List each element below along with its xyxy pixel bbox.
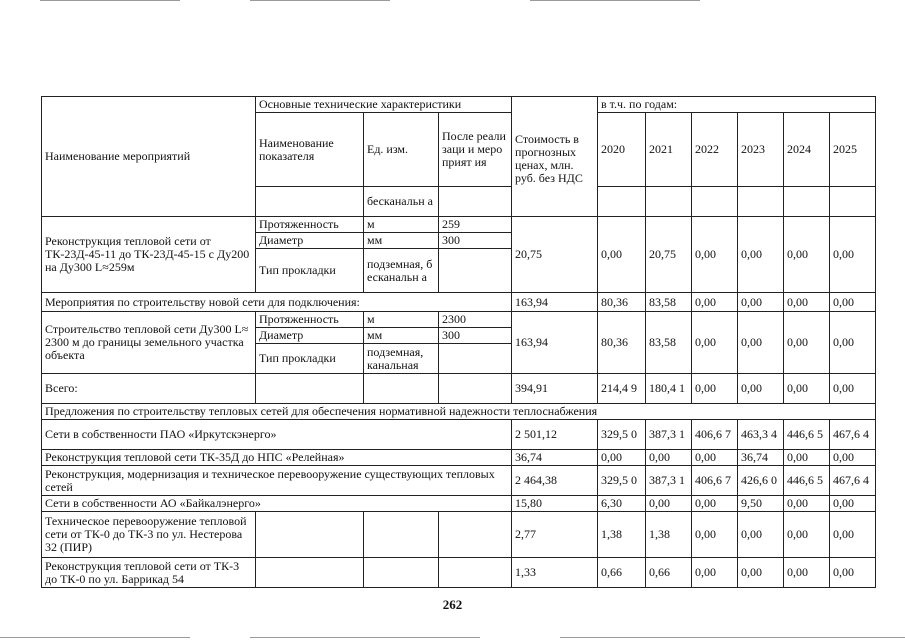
row-year: 0,00: [598, 450, 646, 466]
recon-year: 0,00: [784, 217, 830, 293]
build-year: 0,00: [830, 312, 876, 374]
header-name: Наименование мероприятий: [42, 97, 256, 217]
row-year: 0,66: [646, 558, 692, 588]
new-section-year: 0,00: [784, 293, 830, 312]
build-row: [42, 312, 876, 328]
row-empty: [439, 558, 512, 588]
param-value: 300: [439, 328, 512, 344]
new-section-year: 0,00: [692, 293, 738, 312]
scan-line-bottom-3: [560, 637, 905, 638]
new-section-row: [42, 293, 876, 312]
cont-year: [738, 187, 784, 217]
row-cost: 1,33: [512, 558, 598, 588]
row-year: 387,3 1: [646, 466, 692, 496]
param-indicator: Тип прокладки: [256, 344, 364, 374]
scan-line-top-3: [530, 0, 700, 1]
total-year: 0,00: [830, 374, 876, 404]
build-cost: 163,94: [512, 312, 598, 374]
row-year: 0,00: [692, 450, 738, 466]
header-cost: Стоимость в прогнозных ценах, млн. руб. без НДС: [512, 97, 598, 217]
row-year: 0,00: [784, 558, 830, 588]
scan-line-bottom-2: [250, 637, 480, 638]
cont-year: [692, 187, 738, 217]
row-year: 0,00: [738, 512, 784, 558]
row-year: 0,00: [692, 558, 738, 588]
proposals-row: [42, 404, 876, 420]
header-row-1: [42, 97, 876, 113]
row-empty: [364, 558, 439, 588]
total-label: Всего:: [42, 374, 256, 404]
row-cost: 2 501,12: [512, 420, 598, 450]
param-value: 2300: [439, 312, 512, 328]
row-year: 446,6 5: [784, 420, 830, 450]
new-section-year: 80,36: [598, 293, 646, 312]
param-indicator: Протяженность: [256, 217, 364, 233]
new-section-year: 0,00: [738, 293, 784, 312]
recon-year: 0,00: [738, 217, 784, 293]
row-year: 0,00: [830, 512, 876, 558]
row-year: 467,6 4: [830, 466, 876, 496]
row-name: Сети в собственности ПАО «Иркутскэнерго»: [42, 420, 512, 450]
header-year: 2025: [830, 113, 876, 187]
row-year: 463,3 4: [738, 420, 784, 450]
recon-cost: 20,75: [512, 217, 598, 293]
row-year: 0,00: [784, 512, 830, 558]
total-empty: [439, 374, 512, 404]
build-year: 0,00: [738, 312, 784, 374]
new-section-label: Мероприятия по строительству новой сети для подключения:: [42, 293, 512, 312]
row-year: 0,00: [784, 450, 830, 466]
recon-year: 20,75: [646, 217, 692, 293]
table-row: [42, 558, 876, 588]
row-year: 406,6 7: [692, 466, 738, 496]
row-year: 0,00: [784, 496, 830, 512]
param-indicator: Диаметр: [256, 233, 364, 249]
header-after: После реализаци и мероприят ия: [439, 113, 512, 187]
scan-line-top-2: [250, 0, 390, 1]
row-year: 1,38: [646, 512, 692, 558]
new-section-cost: 163,94: [512, 293, 598, 312]
row-year: 426,6 0: [738, 466, 784, 496]
build-year: 80,36: [598, 312, 646, 374]
row-year: 0,00: [692, 496, 738, 512]
param-unit: мм: [364, 233, 439, 249]
cont-year: [830, 187, 876, 217]
row-year: 387,3 1: [646, 420, 692, 450]
row-year: 0,66: [598, 558, 646, 588]
cont-unit: бесканальн а: [364, 187, 439, 217]
row-name: Реконструкция тепловой сети от ТК-3 до ТК-0 по ул. Баррикад 54: [42, 558, 256, 588]
header-unit: Ед. изм.: [364, 113, 439, 187]
header-tech-group: Основные технические характеристики: [256, 97, 512, 113]
new-section-year: 83,58: [646, 293, 692, 312]
row-year: 329,5 0: [598, 466, 646, 496]
param-value: [439, 249, 512, 293]
param-indicator: Протяженность: [256, 312, 364, 328]
total-year: 0,00: [692, 374, 738, 404]
row-cost: 36,74: [512, 450, 598, 466]
table-row: [42, 512, 876, 558]
page-number: 262: [442, 597, 463, 612]
row-empty: [364, 512, 439, 558]
row-empty: [439, 512, 512, 558]
recon-year: 0,00: [692, 217, 738, 293]
param-unit: подземная, бесканальн а: [364, 249, 439, 293]
row-year: 0,00: [646, 450, 692, 466]
param-value: 300: [439, 233, 512, 249]
row-empty: [256, 558, 364, 588]
table-row: [42, 466, 876, 496]
row-year: 0,00: [692, 512, 738, 558]
param-unit: м: [364, 217, 439, 233]
table-row: [42, 450, 876, 466]
row-year: 0,00: [830, 450, 876, 466]
recon-name: Реконструкция тепловой сети от ТК-23Д-45-11 до ТК-23Д-45-15 с Ду200 на Ду300 L≈259м: [42, 217, 256, 293]
cont-year: [646, 187, 692, 217]
header-year: 2020: [598, 113, 646, 187]
row-year: 6,30: [598, 496, 646, 512]
total-empty: [256, 374, 364, 404]
table-row: [42, 420, 876, 450]
table-row: [42, 496, 876, 512]
row-name: Сети в собственности АО «Байкалэнерго»: [42, 496, 512, 512]
row-year: 36,74: [738, 450, 784, 466]
scan-line-top-1: [40, 0, 180, 1]
param-value: 259: [439, 217, 512, 233]
cont-indicator: [256, 187, 364, 217]
row-empty: [256, 512, 364, 558]
row-year: 446,6 5: [784, 466, 830, 496]
cont-year: [784, 187, 830, 217]
row-year: 1,38: [598, 512, 646, 558]
row-year: 0,00: [830, 558, 876, 588]
param-value: [439, 344, 512, 374]
row-year: 0,00: [646, 496, 692, 512]
total-year: 0,00: [738, 374, 784, 404]
header-year: 2022: [692, 113, 738, 187]
param-unit: мм: [364, 328, 439, 344]
row-cost: 2 464,38: [512, 466, 598, 496]
cont-value: [439, 187, 512, 217]
row-year: 406,6 7: [692, 420, 738, 450]
total-year: 214,4 9: [598, 374, 646, 404]
param-unit: подземная, канальная: [364, 344, 439, 374]
build-year: 0,00: [692, 312, 738, 374]
recon-year: 0,00: [598, 217, 646, 293]
row-year: 0,00: [830, 496, 876, 512]
row-year: 0,00: [738, 558, 784, 588]
param-unit: м: [364, 312, 439, 328]
header-year: 2024: [784, 113, 830, 187]
row-cost: 2,77: [512, 512, 598, 558]
header-year: 2021: [646, 113, 692, 187]
recon-year: 0,00: [830, 217, 876, 293]
header-year: 2023: [738, 113, 784, 187]
scan-line-bottom-1: [0, 637, 190, 638]
build-year: 83,58: [646, 312, 692, 374]
total-year: 0,00: [784, 374, 830, 404]
row-name: Реконструкция тепловой сети ТК-35Д до НПС «Релейная»: [42, 450, 512, 466]
total-empty: [364, 374, 439, 404]
build-name: Строительство тепловой сети Ду300 L≈ 2300 м до границы земельного участка объекта: [42, 312, 256, 374]
row-name: Реконструкция, модернизация и техническое перевооружение существующих тепловых сетей: [42, 466, 512, 496]
cont-year: [598, 187, 646, 217]
row-name: Техническое перевооружение тепловой сети от ТК-0 до ТК-3 по ул. Нестерова 32 (ПИР): [42, 512, 256, 558]
proposals-label: Предложения по строительству тепловых сетей для обеспечения нормативной надежности теплоснабжения: [42, 404, 876, 420]
measures-table: [41, 96, 876, 588]
header-years-group: в т.ч. по годам:: [598, 97, 876, 113]
header-indicator: Наименование показателя: [256, 113, 364, 187]
param-indicator: Диаметр: [256, 328, 364, 344]
row-year: 329,5 0: [598, 420, 646, 450]
proposals-body: [42, 420, 876, 588]
row-cost: 15,80: [512, 496, 598, 512]
param-indicator: Тип прокладки: [256, 249, 364, 293]
row-year: 9,50: [738, 496, 784, 512]
total-cost: 394,91: [512, 374, 598, 404]
row-year: 467,6 4: [830, 420, 876, 450]
build-year: 0,00: [784, 312, 830, 374]
recon-row: [42, 217, 876, 233]
total-row: [42, 374, 876, 404]
total-year: 180,4 1: [646, 374, 692, 404]
new-section-year: 0,00: [830, 293, 876, 312]
